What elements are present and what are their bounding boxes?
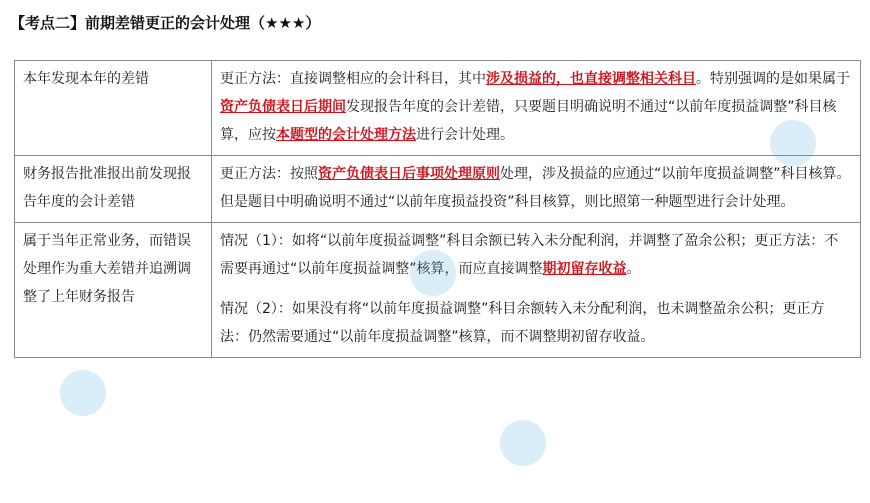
content-paragraph bbox=[220, 65, 852, 149]
content-text: 发现报告年度的会计差错，只要题目明确说明不通过“以前年度损益调整”科目核算，应按 bbox=[220, 99, 837, 143]
error-correction-table bbox=[14, 60, 861, 358]
content-text: 更正方法：直接调整相应的会计科目，其中 bbox=[220, 71, 486, 87]
content-text: 。 bbox=[626, 261, 641, 277]
row-content-cell bbox=[212, 61, 861, 156]
row-category-cell: 本年发现本年的差错 bbox=[15, 61, 212, 156]
highlighted-text: 资产负债表日后期间 bbox=[220, 99, 346, 115]
row-category-cell: 财务报告批准报出前发现报告年度的会计差错 bbox=[15, 156, 212, 223]
highlighted-text: 期初留存收益 bbox=[542, 261, 627, 277]
content-text: 更正方法：按照 bbox=[220, 166, 318, 182]
table-row bbox=[15, 223, 861, 358]
content-paragraph bbox=[220, 227, 852, 283]
content-text: 。特别强调的是如果属于 bbox=[696, 71, 850, 87]
content-text: 情况（2）：如果没有将“以前年度损益调整”科目余额转入未分配利润，也未调整盈余公积；更正方法：仍然需要通过“以前年度损益调整”核算，而不调整期初留存收益。 bbox=[220, 301, 825, 345]
content-paragraph bbox=[220, 295, 852, 351]
row-content-cell bbox=[212, 156, 861, 223]
content-text: 情况（1）：如将“以前年度损益调整”科目余额已转入未分配利润，并调整了盈余公积；更正方法：不需要再通过“以前年度损益调整”核算，而应直接调整 bbox=[220, 233, 839, 277]
table-row bbox=[15, 61, 861, 156]
highlighted-text: 资产负债表日后事项处理原则 bbox=[318, 166, 500, 182]
highlighted-text: 本题型的会计处理方法 bbox=[276, 127, 416, 143]
highlighted-text: 涉及损益的，也直接调整相关科目 bbox=[486, 71, 696, 87]
content-text: 处理，涉及损益的应通过“以前年度损益调整”科目核算。但是题目中明确说明不通过“以前年度损益投资”科目核算，则比照第一种题型进行会计处理。 bbox=[220, 166, 851, 210]
row-content-cell bbox=[212, 223, 861, 358]
row-category-cell: 属于当年正常业务，而错误处理作为重大差错并追溯调整了上年财务报告 bbox=[15, 223, 212, 358]
table-row bbox=[15, 156, 861, 223]
content-text: 进行会计处理。 bbox=[416, 127, 514, 143]
content-paragraph bbox=[220, 160, 852, 216]
section-title: 【考点二】前期差错更正的会计处理（★★★） bbox=[10, 14, 321, 32]
